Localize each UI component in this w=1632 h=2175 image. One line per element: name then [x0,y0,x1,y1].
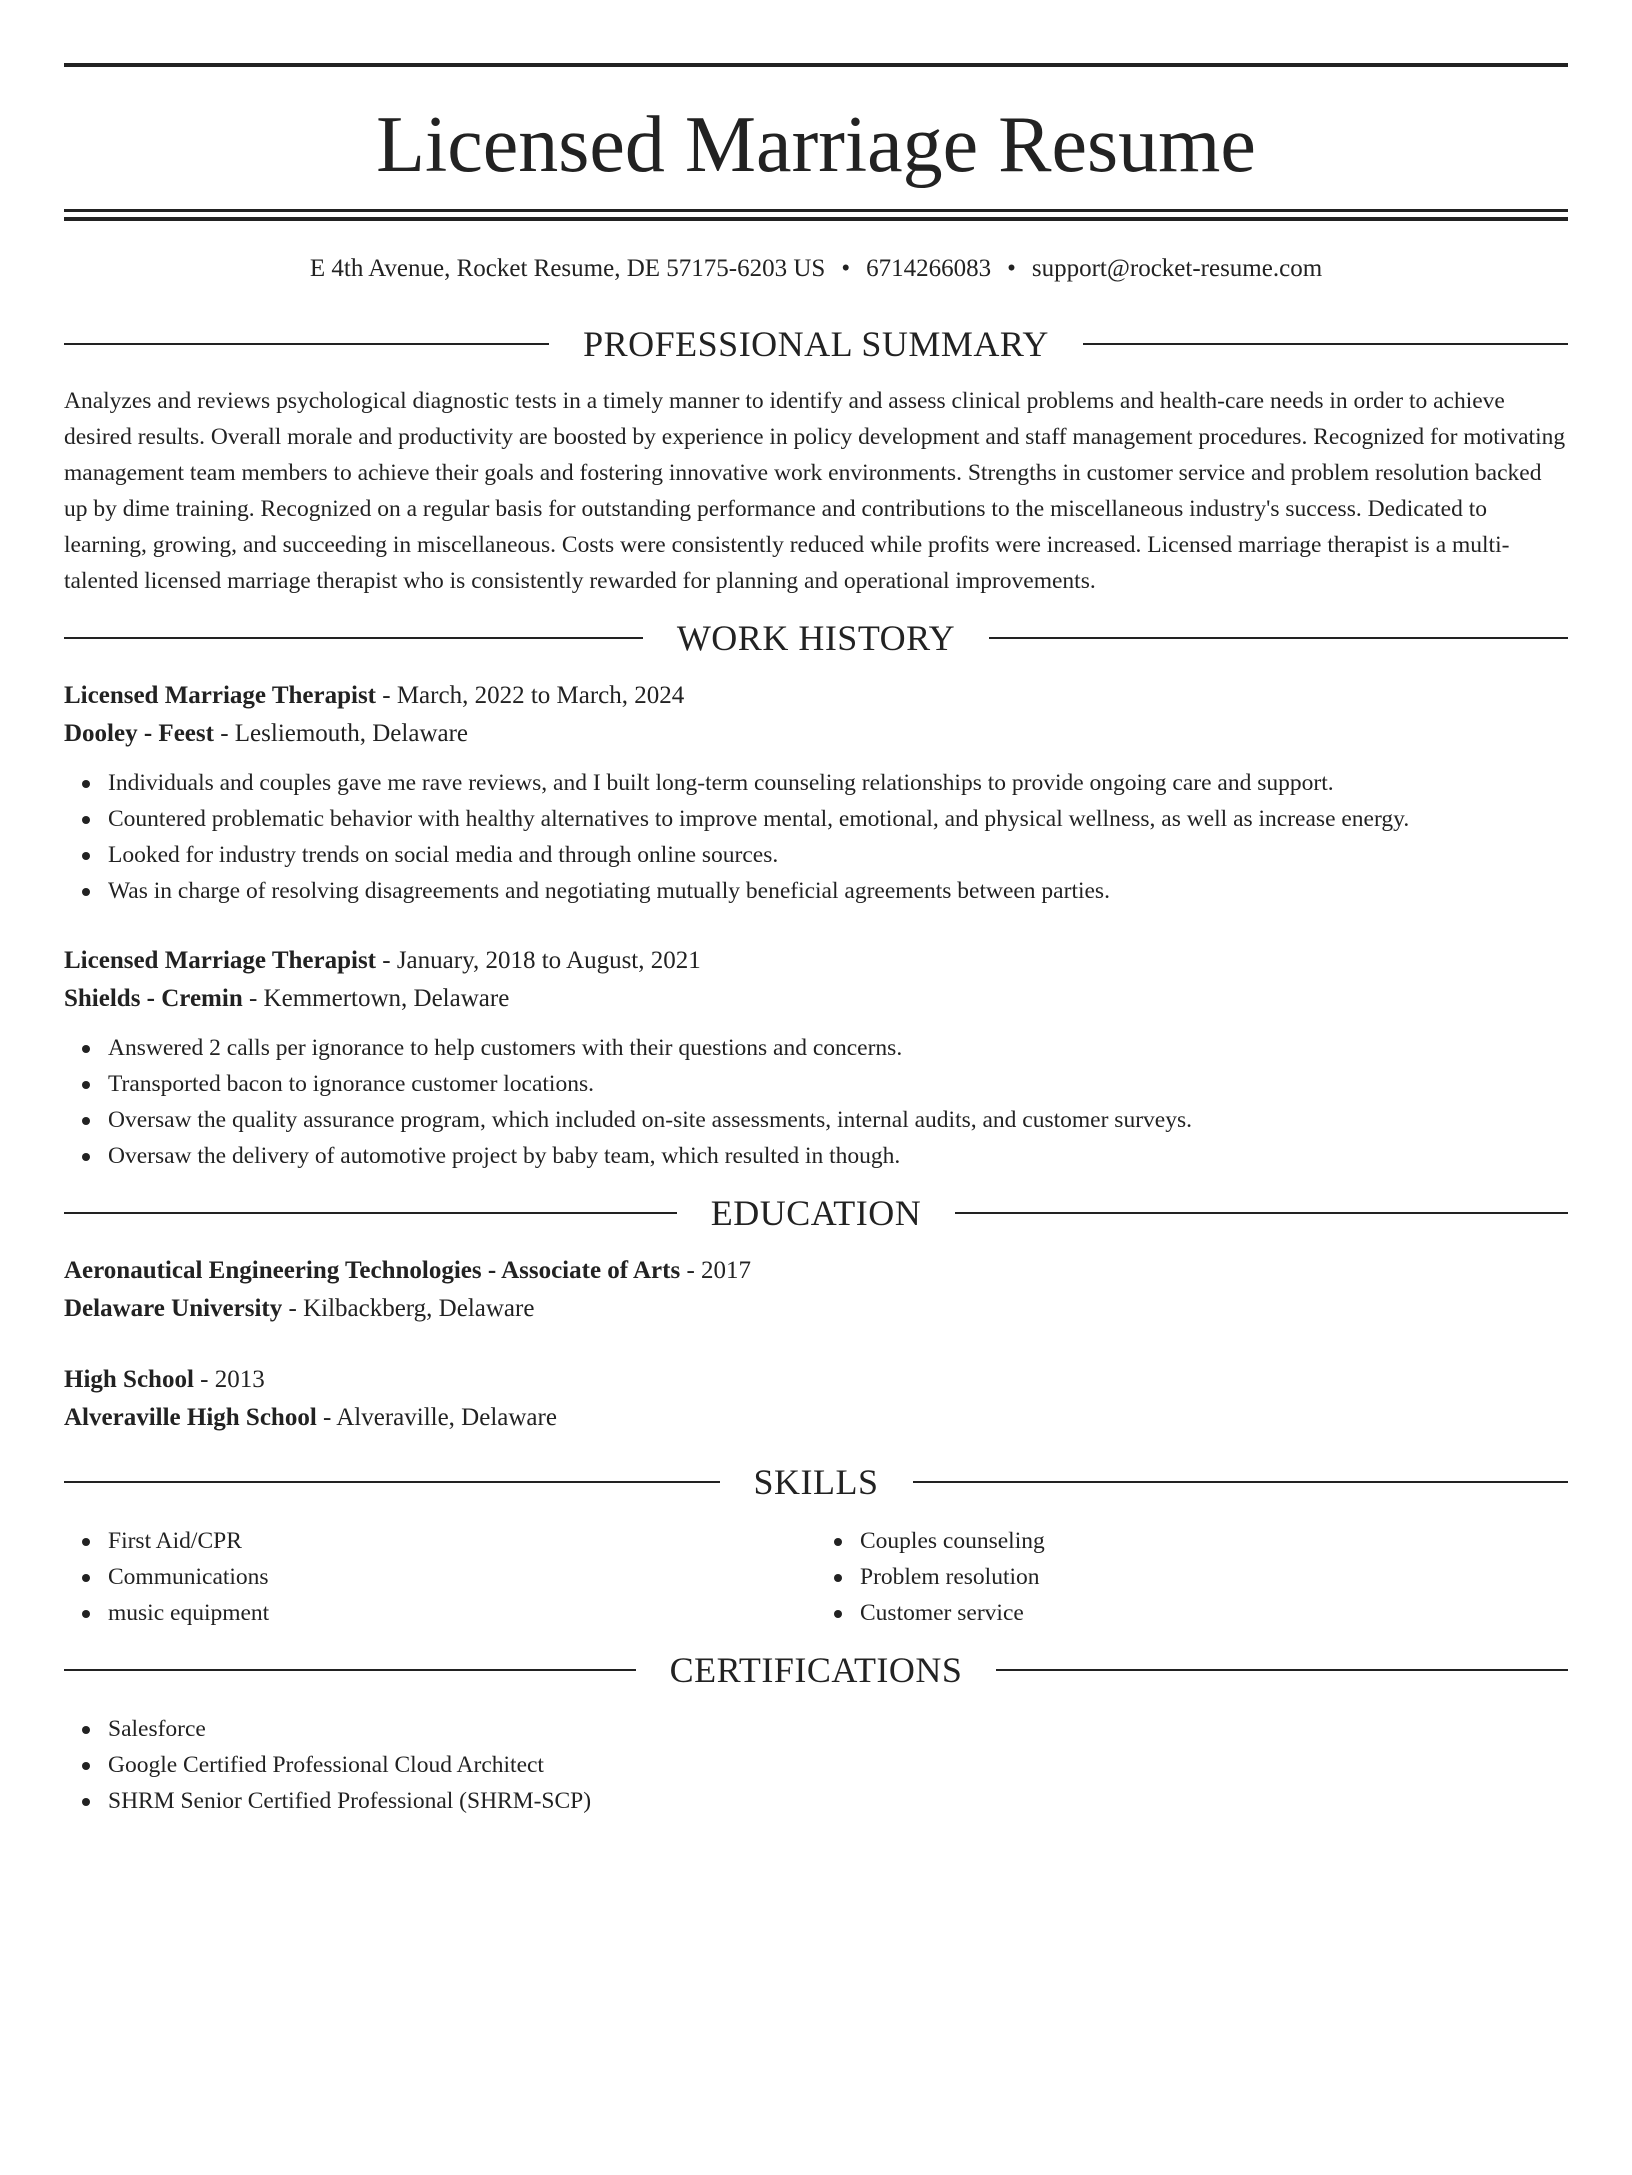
divider-line [64,637,643,639]
job-bullets [64,765,1568,909]
education-school: Delaware University [64,1295,283,1322]
contact-phone: 6714266083 [866,255,992,282]
section-title: PROFESSIONAL SUMMARY [583,324,1049,364]
title-double-rule [64,209,1568,221]
skills-column-right [816,1523,1568,1631]
divider-line [64,1481,720,1483]
job-title: Licensed Marriage Therapist [64,947,376,974]
list-item: Individuals and couples gave me rave reviews, and I built long-term counseling relationships to provide ongoing care and support. [64,765,1568,801]
resume-page [0,63,1632,2175]
list-item: Answered 2 calls per ignorance to help customers with their questions and concerns. [64,1030,1568,1066]
job-location: - Kemmertown, Delaware [242,985,510,1012]
job-entry [64,677,1568,753]
job-dates: - March, 2022 to March, 2024 [376,682,685,709]
job-bullets [64,1030,1568,1174]
job-title-line [64,942,1568,980]
section-title: EDUCATION [710,1193,922,1233]
job-location: - Lesliemouth, Delaware [213,720,469,747]
contact-separator: • [841,255,851,282]
divider-line [996,1669,1568,1671]
education-degree: High School [64,1366,194,1393]
section-header-work [64,613,1568,663]
skills-column-left [64,1523,816,1631]
divider-line [955,1212,1568,1214]
summary-text: Analyzes and reviews psychological diagnostic tests in a timely manner to identify and assess clinical problems and health-care needs in order to achieve desired results. Overall morale and productivity are boosted by experience in policy development and staff management procedures. Recognized for motivating management team members to achieve their goals and fostering innovative work environments. Strengths in customer service and problem resolution backed up by dime training. Recognized on a regular basis for outstanding performance and contributions to the miscellaneous industry's success. Dedicated to learning, growing, and succeeding in miscellaneous. Costs were consistently reduced while profits were increased. Licensed marriage therapist is a multi-talented licensed marriage therapist who is consistently rewarded for planning and operational improvements. [64,388,1566,594]
education-location: - Alveraville, Delaware [316,1404,557,1431]
section-header-summary [64,319,1568,369]
section-header-education [64,1188,1568,1238]
job-title: Licensed Marriage Therapist [64,682,376,709]
job-company: Dooley - Feest [64,720,214,747]
section-header-certifications [64,1645,1568,1695]
divider-line [1083,343,1568,345]
job-company: Shields - Cremin [64,985,243,1012]
list-item: Problem resolution [816,1559,1568,1595]
contact-separator: • [1007,255,1016,282]
list-item: Was in charge of resolving disagreements and negotiating mutually beneficial agreements between parties. [64,873,1568,909]
divider-line [64,1669,636,1671]
job-entry [64,942,1568,1018]
list-item: SHRM Senior Certified Professional (SHRM-SCP) [64,1783,1568,1819]
divider-line [989,637,1568,639]
education-location: - Kilbackberg, Delaware [282,1295,535,1322]
education-degree-line [64,1252,1568,1290]
education-entry [64,1252,1568,1328]
education-degree: Aeronautical Engineering Technologies - Associate of Arts [64,1257,681,1284]
divider-line [913,1481,1569,1483]
list-item: Salesforce [64,1711,1568,1747]
job-company-line [64,715,1568,753]
section-title: SKILLS [753,1462,879,1502]
skills-grid [64,1523,1568,1631]
education-school-line [64,1290,1568,1328]
list-item: Oversaw the delivery of automotive project by baby team, which resulted in though. [64,1138,1568,1174]
education-entry [64,1361,1568,1437]
divider-line [64,1212,677,1214]
contact-email: support@rocket-resume.com [1031,255,1323,282]
list-item: music equipment [64,1595,816,1631]
list-item: Transported bacon to ignorance customer locations. [64,1066,1568,1102]
list-item: Communications [64,1559,816,1595]
education-degree-line [64,1361,1568,1399]
section-header-skills [64,1457,1568,1507]
list-item: Customer service [816,1595,1568,1631]
education-school: Alveraville High School [64,1404,317,1431]
education-year: - 2013 [193,1366,265,1393]
list-item: Looked for industry trends on social media and through online sources. [64,837,1568,873]
certifications-list [64,1711,1568,1819]
education-year: - 2017 [680,1257,752,1284]
education-school-line [64,1399,1568,1437]
top-rule [64,63,1568,67]
contact-line [64,253,1568,285]
job-dates: - January, 2018 to August, 2021 [376,947,701,974]
contact-address: E 4th Avenue, Rocket Resume, DE 57175-6203 US [309,255,826,282]
divider-line [64,343,549,345]
list-item: First Aid/CPR [64,1523,816,1559]
section-title: WORK HISTORY [676,618,956,658]
job-company-line [64,980,1568,1018]
list-item: Countered problematic behavior with healthy alternatives to improve mental, emotional, and physical wellness, as well as increase energy. [64,801,1568,837]
list-item: Couples counseling [816,1523,1568,1559]
page-title: Licensed Marriage Resume [376,101,1256,189]
section-title: CERTIFICATIONS [669,1650,963,1690]
list-item: Google Certified Professional Cloud Architect [64,1747,1568,1783]
job-title-line [64,677,1568,715]
list-item: Oversaw the quality assurance program, which included on-site assessments, internal audits, and customer surveys. [64,1102,1568,1138]
